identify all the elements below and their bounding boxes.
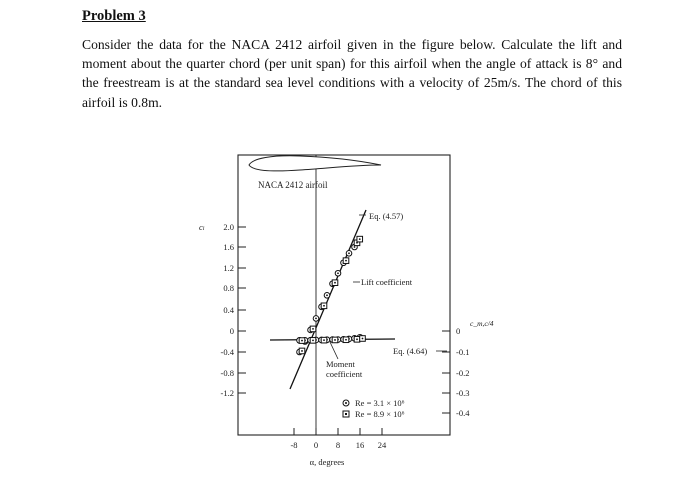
plot-frame [238,155,450,435]
data-point-center-dot [315,318,317,320]
problem-statement: Consider the data for the NACA 2412 airfoil given in the figure below. Calculate the lift and moment about the quarter chord (per unit span) for this airfoil when the angle of attack is 8° and the freestream is at the standard sea level conditions with a velocity of 25m/s. The chord of this airfoil is 0.8m. [82,37,622,110]
y-left-tick-label: 0.4 [223,305,234,315]
data-point-center-dot [312,328,314,330]
legend-label-circle: Re = 3.1 × 10⁶ [355,398,405,408]
airfoil-shape [249,156,381,171]
data-point-center-dot [301,340,303,342]
data-point-center-dot [345,260,347,262]
data-point-center-dot [334,282,336,284]
bottom-axis [294,428,382,435]
data-point-center-dot [359,238,361,240]
eq-4-64-label: Eq. (4.64) [393,346,428,356]
x-tick-label: 16 [355,440,365,450]
airfoil-label: NACA 2412 airfoil [258,180,328,190]
y-left-axis-label: cₗ [199,222,205,232]
data-point-center-dot [334,339,336,341]
data-point-center-dot [348,252,350,254]
problem-heading: Problem 3 [82,8,146,24]
data-point-center-dot [312,339,314,341]
y-left-tick-label: 0 [229,326,234,336]
y-left-tick-label: -1.2 [220,388,234,398]
right-axis [442,331,450,413]
data-point-center-dot [337,272,339,274]
data-point-center-dot [362,338,364,340]
moment-coefficient-label-line1: Moment [326,359,355,369]
data-point-center-dot [345,339,347,341]
x-tick-label: -8 [290,440,298,450]
x-axis-label: α, degrees [309,457,345,467]
x-tick-label: 8 [335,440,341,450]
y-left-tick-label: -0.8 [220,368,234,378]
y-right-tick-label: -0.1 [456,347,470,357]
legend-label-square: Re = 8.9 × 10⁶ [355,409,405,419]
y-left-tick-label: 1.6 [223,242,234,252]
legend [343,398,405,419]
left-axis [238,227,246,393]
y-left-tick-label: 1.2 [223,263,234,273]
data-point-center-dot [301,350,303,352]
y-left-tick-label: -0.4 [220,347,234,357]
x-tick-label: 24 [377,440,387,450]
y-left-tick-label: 0.8 [223,283,234,293]
data-point-center-dot [356,338,358,340]
data-point-center-dot [323,339,325,341]
y-right-tick-label: 0 [456,326,461,336]
y-right-tick-label: -0.3 [456,388,470,398]
data-point-center-dot [323,305,325,307]
data-point-center-dot [326,294,328,296]
eq-4-57-label: Eq. (4.57) [369,211,404,221]
y-right-tick-label: -0.4 [456,408,470,418]
data-point-center-dot [354,246,356,248]
data-markers [297,236,366,354]
y-right-tick-label: -0.2 [456,368,470,378]
y-right-axis-label: c_m,c/4 [470,319,494,328]
lift-coefficient-label: Lift coefficient [361,277,413,287]
y-left-tick-label: 2.0 [223,222,234,232]
moment-coefficient-label-line2: coefficient [326,369,363,379]
x-tick-label: 0 [313,440,319,450]
